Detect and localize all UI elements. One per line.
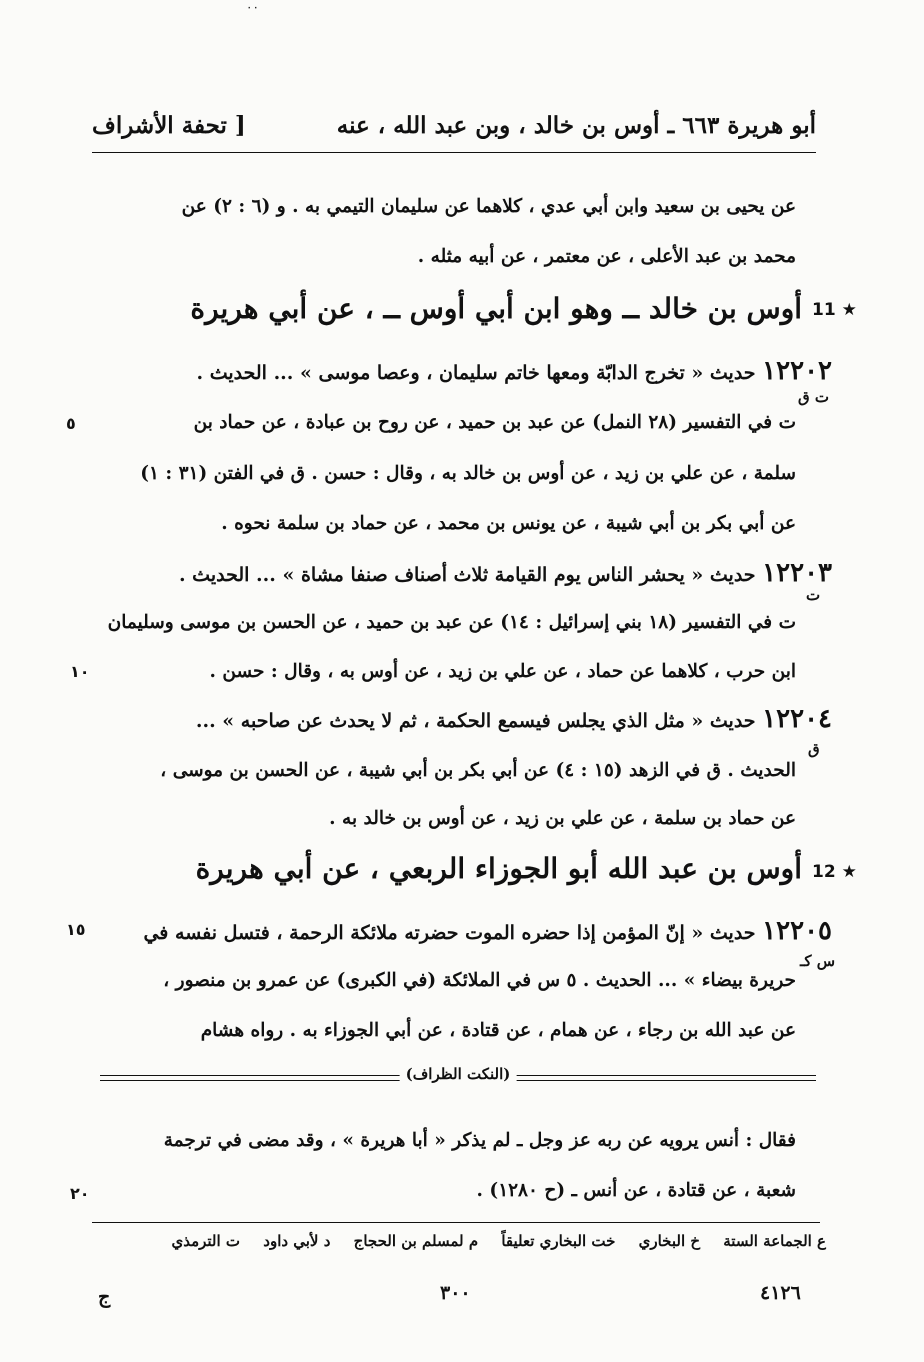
text-line: الحديث . ق في الزهد (١٥ : ٤) عن أبي بكر بن أبي شيبة ، عن الحسن بن موسى ، [160, 760, 796, 781]
text-line: محمد بن عبد الأعلى ، عن معتمر ، عن أبيه مثله . [417, 246, 796, 267]
bio-heading: أوس بن خالد ــ وهو ابن أبي أوس ــ ، عن أبي هريرة [190, 292, 802, 325]
abbreviation: خت البخاري تعليقاً [501, 1232, 616, 1250]
running-header-book: [ تحفة الأشراف [92, 112, 246, 139]
notes-title: (النكت الظراف) [400, 1065, 517, 1083]
star-icon: ★ [841, 862, 857, 882]
bio-heading: أوس بن عبد الله أبو الجوزاء الربعي ، عن أبي هريرة [195, 852, 802, 885]
line-number: ١٥ [66, 920, 86, 939]
abbreviation: ت الترمذي [171, 1232, 241, 1250]
running-header-title: أبو هريرة ٦٦٣ ـ أوس بن خالد ، وبن عبد الله ، عنه [336, 112, 816, 139]
hadith-entry [179, 558, 832, 588]
abbreviation: د لأبي داود [263, 1232, 331, 1250]
hadith-number: ١٢٢٠٤ [762, 704, 832, 734]
hadith-entry [196, 704, 832, 734]
page-number: ٣٠٠ [440, 1282, 471, 1304]
text-line: ت في التفسير (٢٨ النمل) عن عبد بن حميد ، عن روح بن عبادة ، عن حماد بن [193, 412, 796, 433]
top-mark: ٠٠ [246, 0, 259, 14]
star-icon: ★ [841, 300, 857, 320]
hadith-text: حديث « يحشر الناس يوم القيامة ثلاث أصناف صنفا مشاة » ... الحديث . [178, 564, 756, 586]
line-number: ٢٠ [70, 1184, 90, 1203]
line-number: ١٠ [70, 662, 90, 681]
hadith-text: حديث « إنّ المؤمن إذا حضره الموت حضرته ملائكة الرحمة ، فتسل نفسه في [143, 922, 756, 944]
text-line: عن حماد بن سلمة ، عن علي بن زيد ، عن أوس بن خالد به . [329, 808, 796, 829]
bio-number [812, 862, 857, 882]
text-line: ت في التفسير (١٨ بني إسرائيل : ١٤) عن عبد بن حميد ، عن الحسن بن موسى وسليمان [107, 612, 796, 633]
footer-rule [92, 1222, 820, 1223]
source-marker: ت ق [798, 388, 829, 406]
note-line: شعبة ، عن قتادة ، عن أنس ـ (ح ١٢٨٠) . [476, 1180, 796, 1201]
abbreviation: م لمسلم بن الحجاج [353, 1232, 479, 1250]
text-line: عن عبد الله بن رجاء ، عن همام ، عن قتادة ، عن أبي الجوزاء به . رواه هشام [200, 1020, 796, 1041]
header-rule [92, 152, 816, 153]
line-number: ٥ [66, 414, 76, 433]
source-marker: ق [808, 740, 820, 758]
hadith-number: ١٢٢٠٢ [762, 356, 832, 386]
source-marker: ت [806, 586, 821, 604]
bio-index: 11 [812, 300, 836, 320]
notes-divider [100, 1065, 816, 1085]
hadith-number: ١٢٢٠٣ [762, 558, 832, 588]
hadith-text: حديث « تخرج الدابّة ومعها خاتم سليمان ، وعصا موسى » ... الحديث . [196, 362, 756, 384]
hadith-text: حديث « مثل الذي يجلس فيسمع الحكمة ، ثم لا يحدث عن صاحبه » ... [195, 710, 756, 732]
abbreviation: خ البخاري [638, 1232, 701, 1250]
abbreviation-key [96, 1232, 826, 1250]
text-line: ابن حرب ، كلاهما عن حماد ، عن علي بن زيد ، عن أوس به ، وقال : حسن . [209, 661, 796, 682]
note-line: فقال : أنس يرويه عن ربه عز وجل ـ لم يذكر « أبا هريرة » ، وقد مضى في ترجمة [163, 1130, 796, 1151]
hadith-entry [143, 916, 832, 946]
bio-number [812, 300, 857, 320]
source-marker: س كـ [800, 952, 836, 970]
bio-index: 12 [812, 862, 836, 882]
hadith-number: ١٢٢٠٥ [762, 916, 832, 946]
text-line: عن يحيى بن سعيد وابن أبي عدي ، كلاهما عن سليمان التيمي به . و (٦ : ٢) عن [181, 196, 796, 217]
volume-mark: ج [98, 1286, 111, 1308]
entry-range: ٤١٢٦ [760, 1282, 801, 1304]
text-line: عن أبي بكر بن أبي شيبة ، عن يونس بن محمد ، عن حماد بن سلمة نحوه . [221, 513, 796, 534]
hadith-entry [196, 356, 832, 386]
text-line: سلمة ، عن علي بن زيد ، عن أوس بن خالد به ، وقال : حسن . ق في الفتن (٣١ : ١) [140, 463, 796, 484]
abbreviation: ع الجماعة الستة [723, 1232, 826, 1250]
text-line: حريرة بيضاء » ... الحديث . ٥ س في الملائكة (في الكبرى) عن عمرو بن منصور ، [163, 970, 796, 991]
